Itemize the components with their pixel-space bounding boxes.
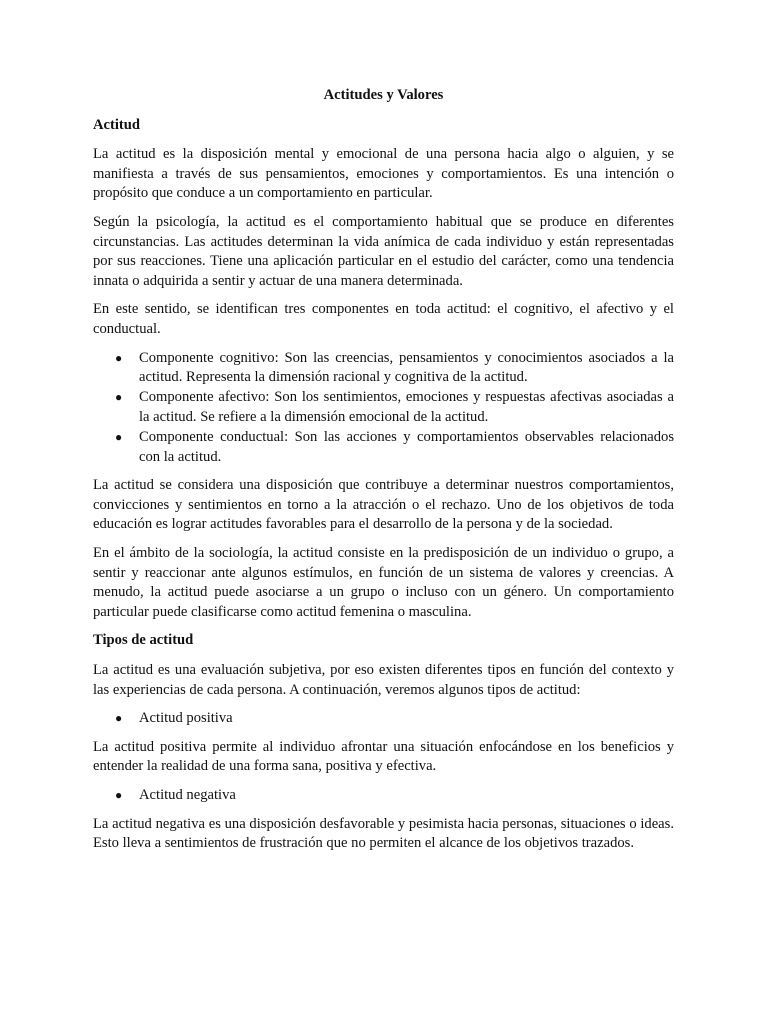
list-item [115, 709, 674, 729]
bullet-icon: ● [115, 788, 123, 802]
paragraph: En el ámbito de la sociología, la actitud consiste en la predisposición de un individuo o grupo, a sentir y reaccionar ante algunos estímulos, en función de un sistema de valores y creencias. A menudo, la actitud puede asociarse a un grupo o incluso con un género. Un comportamiento particular puede clasificarse como actitud femenina o masculina. [93, 545, 674, 620]
list-item-text: Actitud positiva [139, 710, 233, 727]
paragraph: La actitud positiva permite al individuo afrontar una situación enfocándose en los beneficios y entender la realidad de una forma sana, positiva y efectiva. [93, 738, 674, 775]
bullet-icon: ● [115, 430, 123, 445]
list-item [115, 349, 674, 388]
section-heading-tipos: Tipos de actitud [93, 632, 194, 649]
list-item [115, 388, 674, 427]
list-item-text: Actitud negativa [139, 787, 236, 803]
list-item-text: Componente cognitivo: Son las creencias, pensamientos y conocimientos asociados a la actitud. Representa la dimensión racional y cognitiva de la actitud. [139, 349, 674, 386]
paragraph: La actitud se considera una disposición que contribuye a determinar nuestros comportamientos, convicciones y sentimientos en torno a la atracción o el rechazo. Uno de los objetivos de toda educación es lograr actitudes favorables para el desarrollo de la persona y de la sociedad. [93, 477, 674, 533]
paragraph: La actitud es una evaluación subjetiva, por eso existen diferentes tipos en función del contexto y las experiencias de cada persona. A continuación, veremos algunos tipos de actitud: [93, 662, 674, 698]
bullet-icon: ● [115, 390, 123, 405]
section-heading-actitud: Actitud [93, 116, 141, 133]
document-title: Actitudes y Valores [323, 87, 444, 103]
paragraph: Según la psicología, la actitud es el comportamiento habitual que se produce en diferentes circunstancias. Las actitudes determinan la vida anímica de cada individuo y están representadas por sus reacciones. Tiene una aplicación particular en el estudio del carácter, como una tendencia innata o adquirida a sentir y actuar de una manera determinada. [93, 213, 674, 289]
bullet-icon: ● [115, 711, 123, 726]
paragraph: La actitud negativa es una disposición desfavorable y pesimista hacia personas, situaciones o ideas. Esto lleva a sentimientos de frustración que no permiten el alcance de los objetivos trazados. [93, 815, 674, 852]
list-item-text: Componente conductual: Son las acciones y comportamientos observables relacionados con la actitud. [139, 429, 674, 465]
type-list-positiva [93, 709, 674, 729]
components-list [93, 349, 674, 468]
bullet-icon: ● [115, 350, 123, 365]
list-item [115, 428, 674, 467]
list-item-text: Componente afectivo: Son los sentimientos, emociones y respuestas afectivas asociadas a la actitud. Se refiere a la dimensión emocional de la actitud. [139, 389, 674, 425]
type-list-negativa [93, 786, 674, 806]
list-item [115, 786, 674, 806]
paragraph: En este sentido, se identifican tres componentes en toda actitud: el cognitivo, el afectivo y el conductual. [93, 301, 674, 337]
paragraph: La actitud es la disposición mental y emocional de una persona hacia algo o alguien, y se manifiesta a través de sus pensamientos, emociones y comportamientos. Es una intención o propósito que conduce a un comportamiento en particular. [93, 146, 674, 202]
